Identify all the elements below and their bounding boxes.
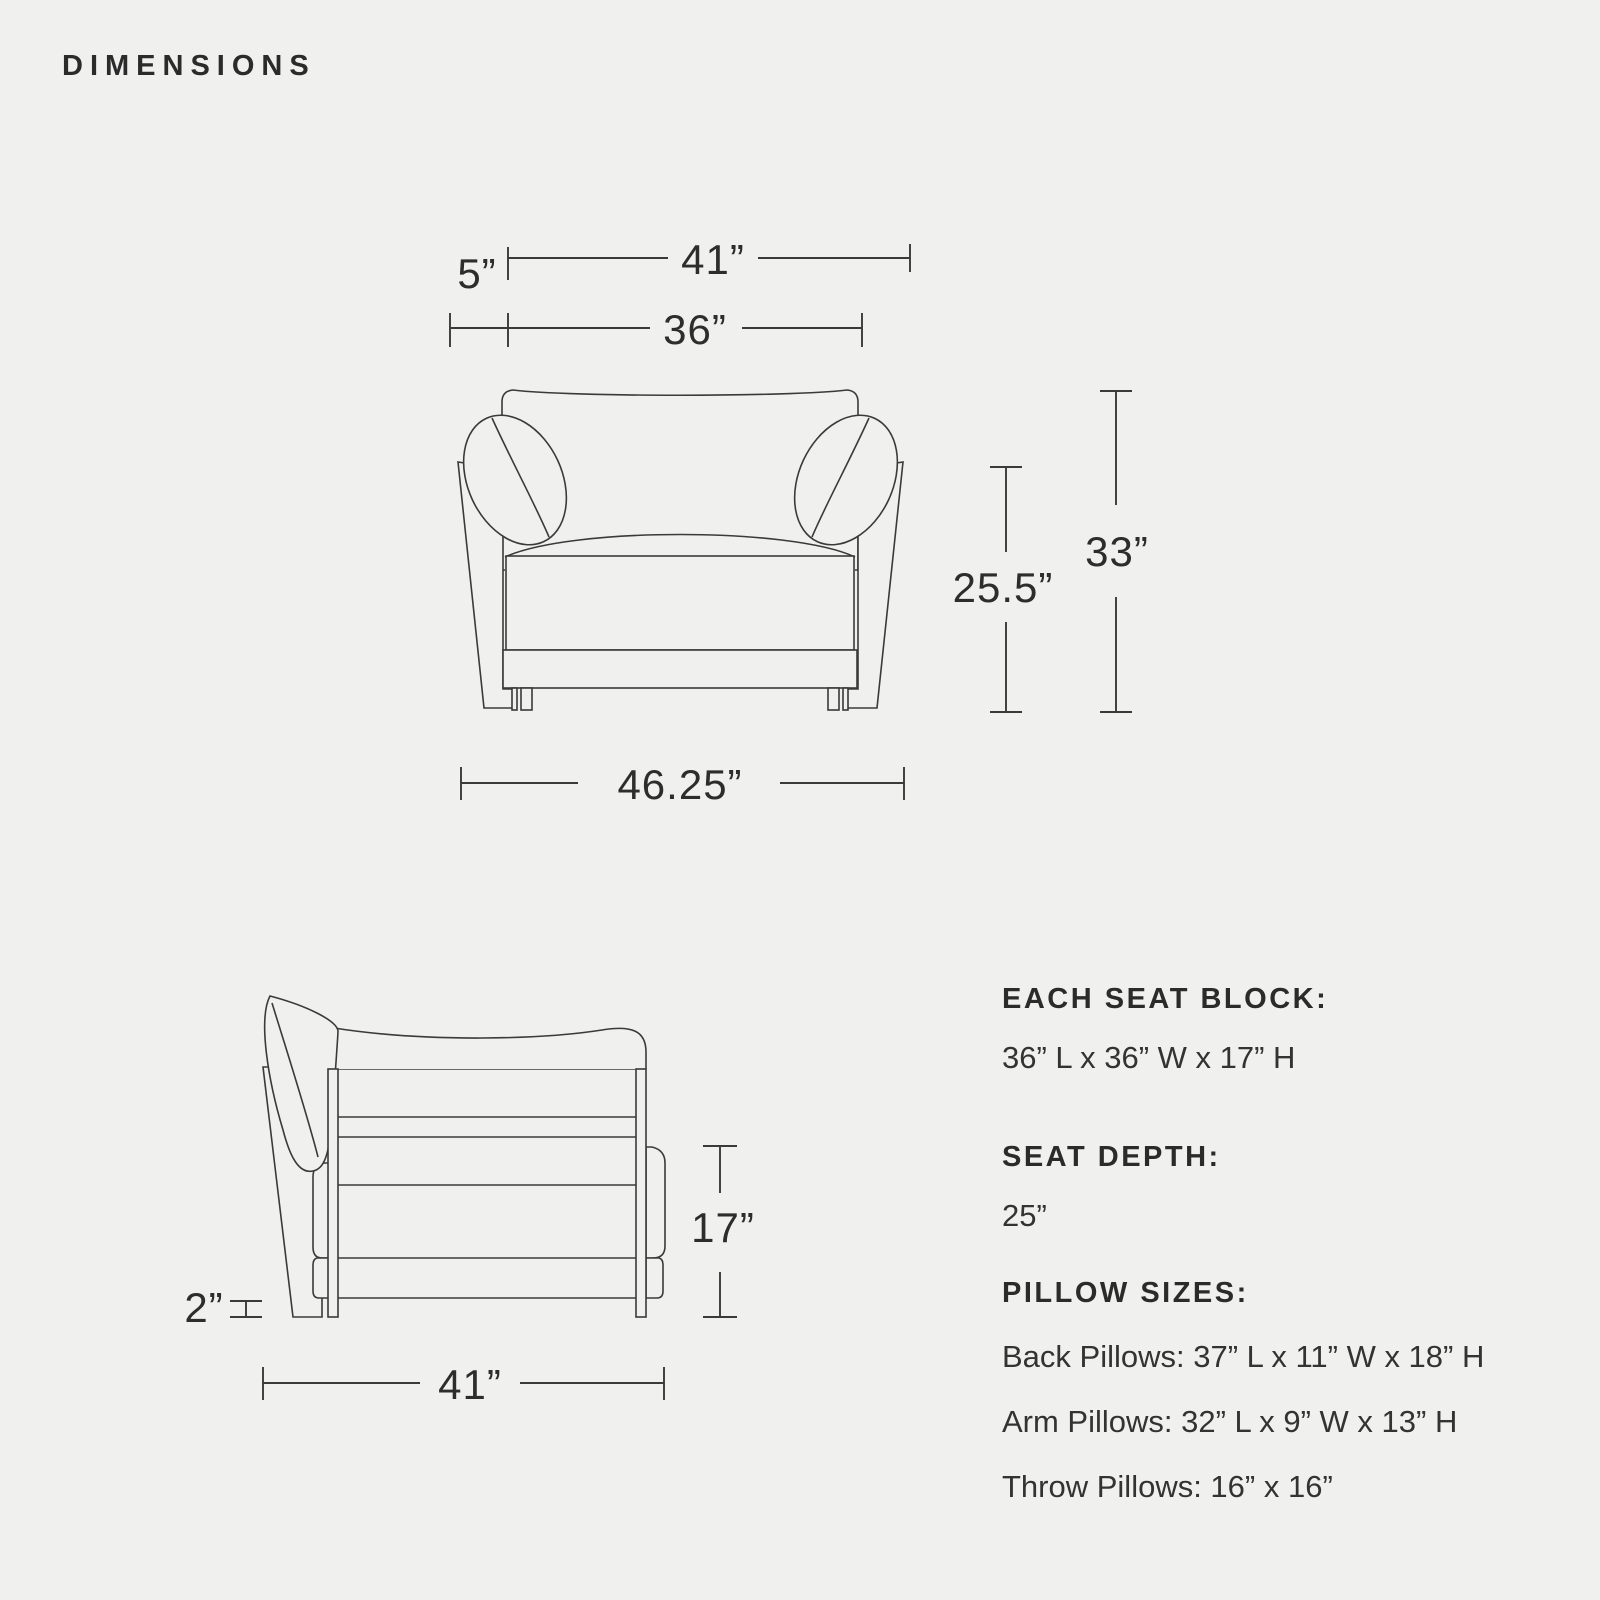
side-view-drawing	[263, 996, 665, 1317]
dim-label-front-seat-height: 25.5”	[952, 564, 1054, 611]
spec-seat-block-value: 36” L x 36” W x 17” H	[1002, 1040, 1296, 1075]
spec-seat-block	[1002, 983, 1328, 1076]
side-right-cushion-end	[646, 1147, 665, 1258]
dim-label-front-seat-width: 36”	[663, 306, 727, 353]
side-left-post	[328, 1069, 338, 1317]
dim-front-overall-width	[461, 761, 904, 808]
front-left-back-leg	[512, 688, 517, 710]
dim-front-overall-height	[1085, 391, 1149, 712]
spec-pillow-sizes-heading: PILLOW SIZES:	[1002, 1277, 1249, 1309]
dim-front-top-width	[508, 236, 910, 283]
dim-label-front-arm-width: 5”	[457, 250, 497, 297]
dim-front-seat-width	[450, 306, 862, 353]
side-right-post	[636, 1069, 646, 1317]
front-seat-panel	[506, 556, 854, 650]
front-right-front-leg	[828, 688, 839, 710]
front-left-front-leg	[521, 688, 532, 710]
spec-pillow-sizes	[1002, 1277, 1484, 1505]
front-view-drawing	[444, 390, 918, 710]
dim-label-front-overall-height: 33”	[1085, 528, 1149, 575]
dim-label-front-overall-width: 46.25”	[617, 761, 743, 808]
front-right-back-leg	[843, 688, 848, 710]
dim-label-front-top-width: 41”	[681, 236, 745, 283]
side-frame-rails	[333, 1069, 646, 1298]
dim-side-depth	[263, 1361, 664, 1408]
dim-label-side-depth: 41”	[438, 1361, 502, 1408]
spec-back-pillows-line: Back Pillows: 37” L x 11” W x 18” H	[1002, 1339, 1485, 1374]
spec-seat-depth-heading: SEAT DEPTH:	[1002, 1141, 1221, 1173]
spec-seat-depth-value: 25”	[1002, 1198, 1047, 1233]
front-base-rail	[503, 650, 857, 688]
spec-seat-depth	[1002, 1141, 1221, 1234]
dim-side-leg-height	[184, 1284, 262, 1331]
dim-label-side-block-height: 17”	[691, 1204, 755, 1251]
spec-seat-block-heading: EACH SEAT BLOCK:	[1002, 983, 1329, 1015]
side-right-base-extension	[646, 1258, 663, 1298]
dim-side-block-height	[691, 1146, 755, 1317]
dim-front-seat-height	[953, 467, 1054, 712]
page-title: DIMENSIONS	[62, 50, 316, 82]
spec-arm-pillows-line: Arm Pillows: 32” L x 9” W x 13” H	[1002, 1404, 1458, 1439]
dim-label-side-leg-height: 2”	[184, 1284, 224, 1331]
spec-throw-pillows-line: Throw Pillows: 16” x 16”	[1002, 1469, 1333, 1504]
